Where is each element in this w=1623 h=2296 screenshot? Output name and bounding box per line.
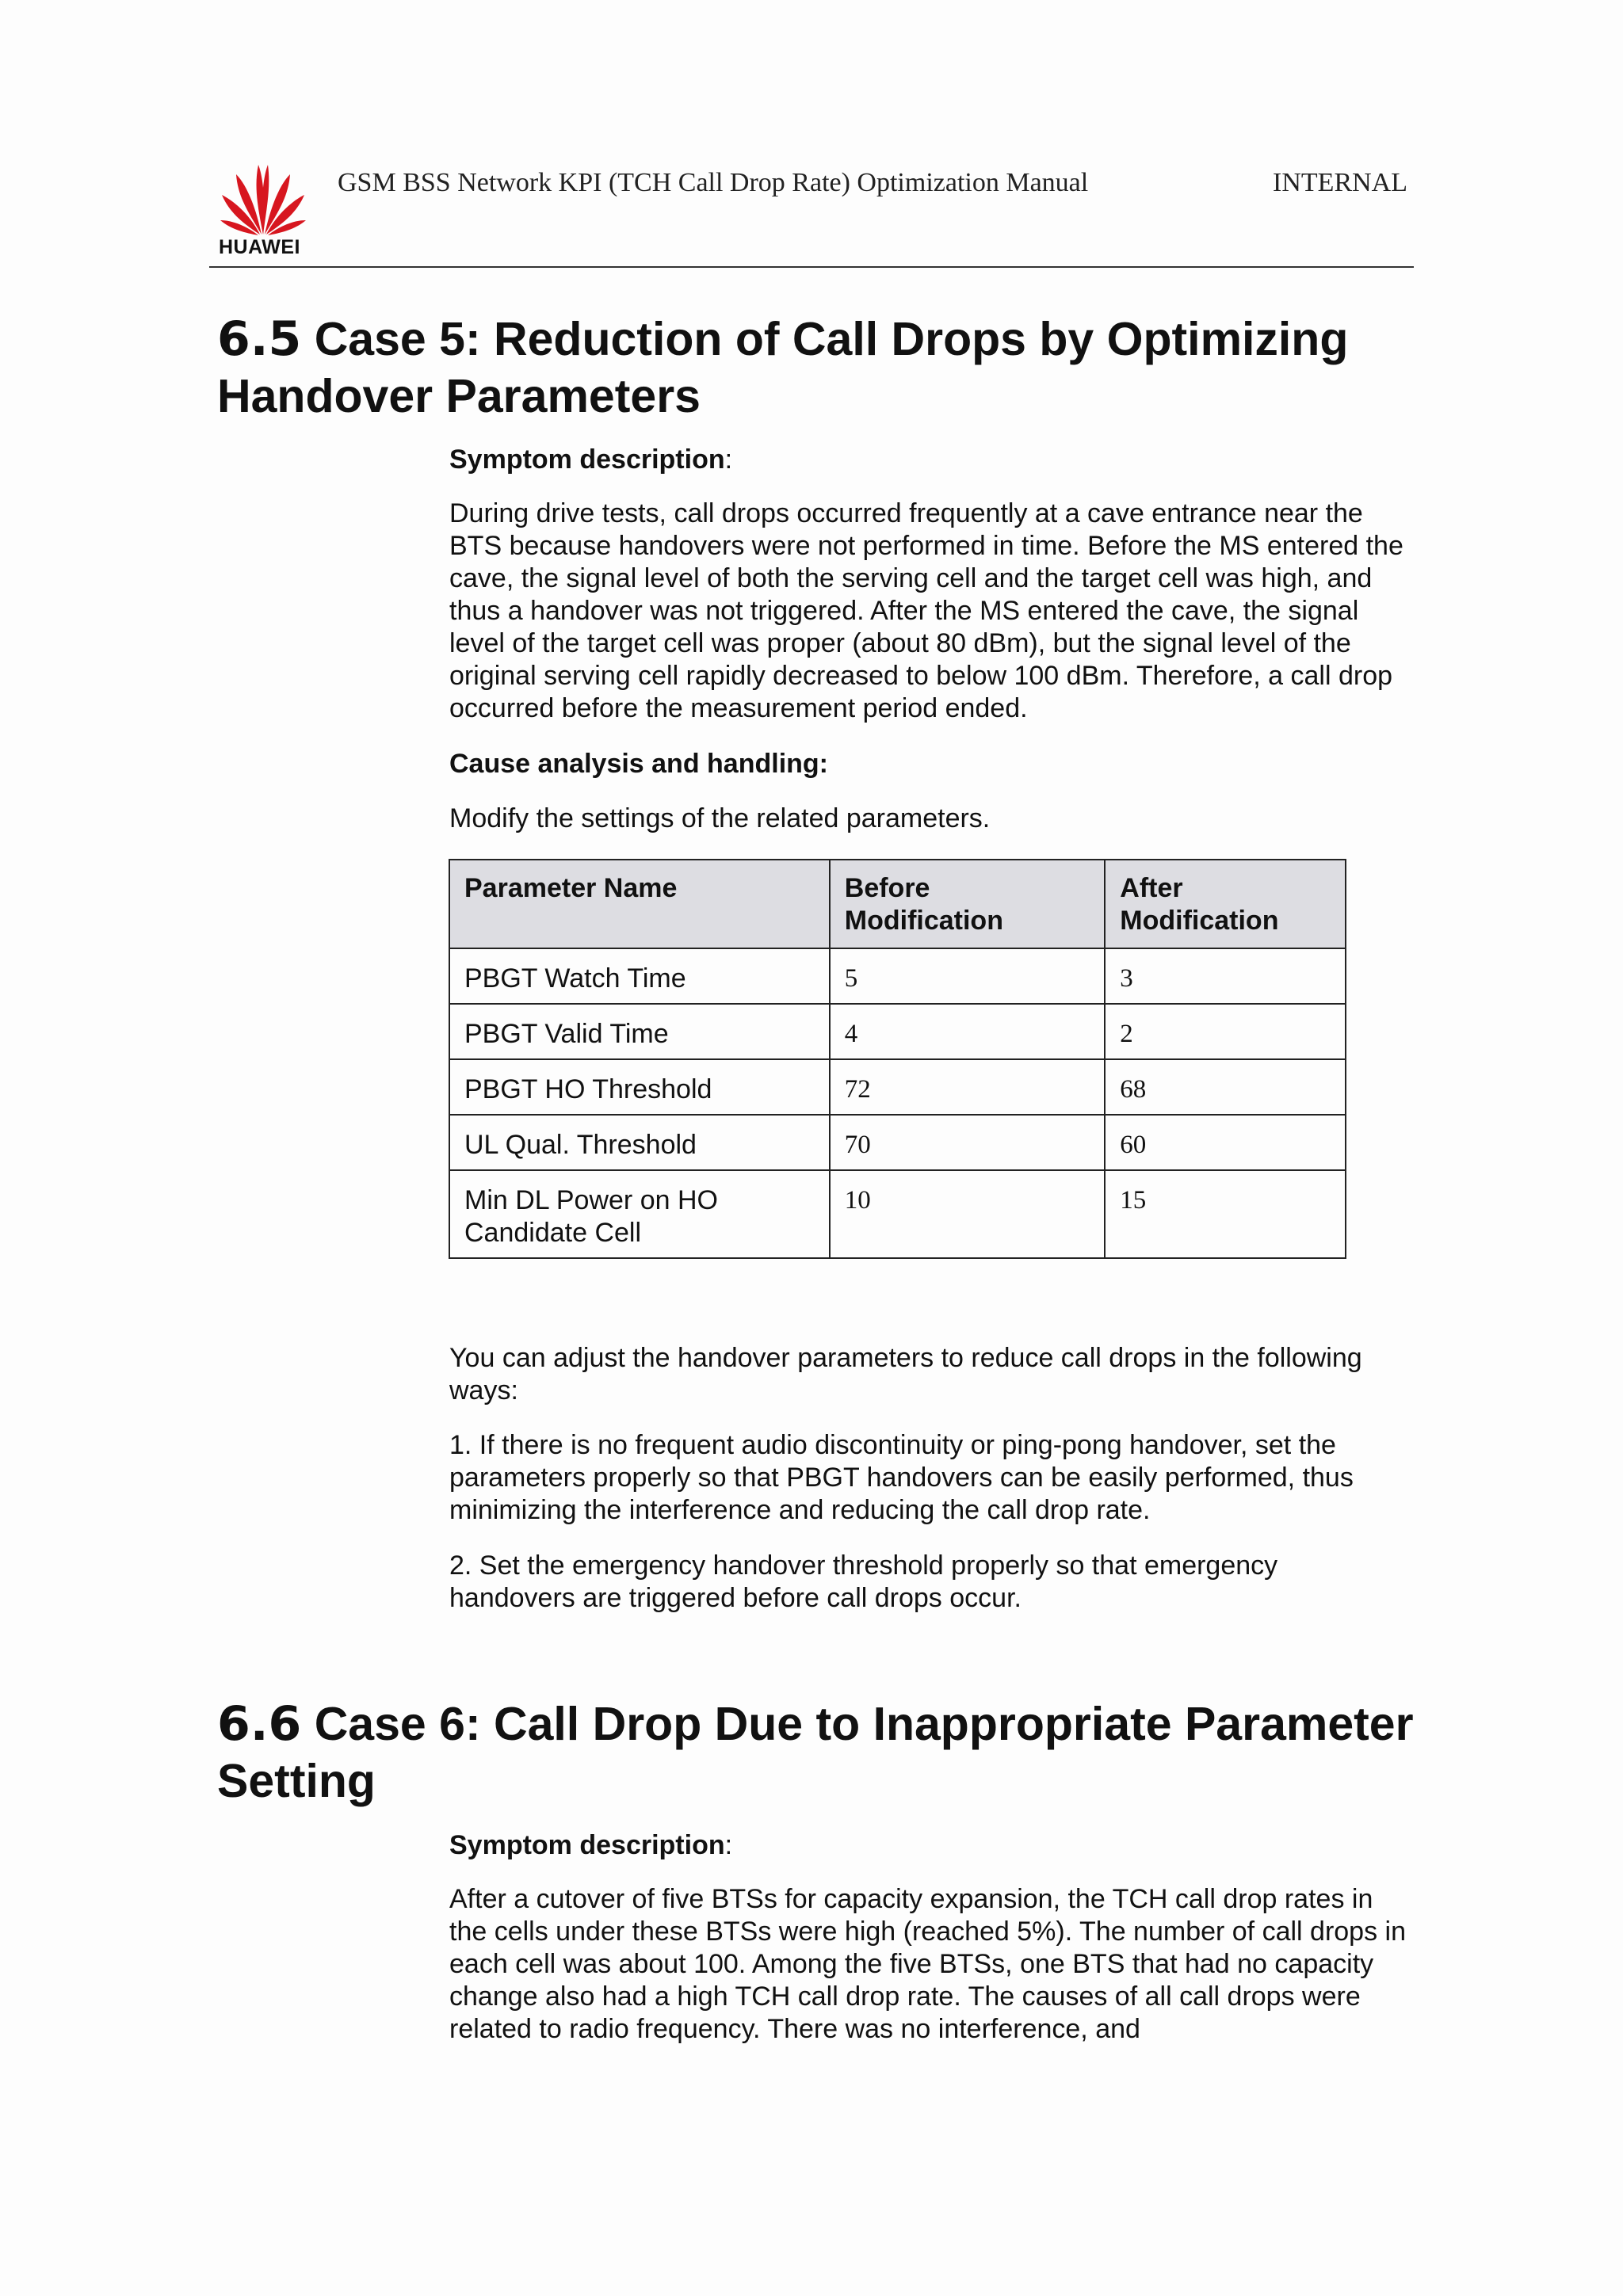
cause-text: Modify the settings of the related parameters.: [449, 803, 991, 833]
cause-paragraph: [449, 803, 1410, 835]
after-value: 60: [1105, 1115, 1346, 1170]
point-1-text: 1. If there is no frequent audio discontinuity or ping-pong handover, set the parameters properly so that PBGT handovers can be easily performed, thus minimizing the interference and reducing the call drop rate.: [449, 1430, 1354, 1525]
column-header-before: Before Modification: [830, 860, 1106, 948]
table-header-row: [449, 860, 1346, 948]
before-value: 5: [830, 948, 1106, 1004]
point-1-paragraph: [449, 1429, 1410, 1527]
after-value: 15: [1105, 1170, 1346, 1258]
after-value: 3: [1105, 948, 1346, 1004]
parameter-table: [449, 859, 1346, 1259]
before-value: 72: [830, 1059, 1106, 1115]
parameter-name: PBGT HO Threshold: [449, 1059, 830, 1115]
table-row: [449, 1170, 1346, 1258]
symptom-colon: :: [724, 1830, 733, 1860]
parameter-name: UL Qual. Threshold: [449, 1115, 830, 1170]
column-header-after: After Modification: [1105, 860, 1346, 948]
symptom-text: During drive tests, call drops occurred frequently at a cave entrance near the BTS because handovers were not performed in time. Before the MS entered the cave, the signal level of both the serving cell and the target cell was high, and thus a handover was not triggered. After the MS entered the cave, the signal level of the target cell was proper (about 80 dBm), but the signal level of the original serving cell rapidly decreased to below 100 dBm. Therefore, a call drop occurred before the measurement period ended.: [449, 498, 1403, 723]
after-value: 2: [1105, 1004, 1346, 1059]
section-heading-6-5: [217, 311, 1485, 425]
document-title: GSM BSS Network KPI (TCH Call Drop Rate) Optimization Manual: [338, 168, 1089, 197]
point-2-text: 2. Set the emergency handover threshold properly so that emergency handovers are triggered before call drops occur.: [449, 1550, 1278, 1613]
adjust-intro-text: You can adjust the handover parameters to reduce call drops in the following ways:: [449, 1343, 1362, 1405]
symptom-colon: :: [724, 444, 733, 475]
column-header-parameter: Parameter Name: [449, 860, 830, 948]
section-number: 6.6: [217, 1696, 302, 1752]
symptom-label: Symptom description: [449, 1830, 725, 1860]
symptom-label-line: [449, 444, 1410, 476]
symptom-text: After a cutover of five BTSs for capacity expansion, the TCH call drop rates in the cells under these BTSs were high (reached 5%). The number of call drops in each cell was about 100. Among the five BTSs, one BTS that had no capacity change also had a high TCH call drop rate. The causes of all call drops were related to radio frequency. There was no interference, and: [449, 1884, 1406, 2044]
huawei-petal-icon: [219, 163, 307, 236]
point-2-paragraph: [449, 1550, 1410, 1615]
symptom-paragraph-6-6: [449, 1883, 1410, 2046]
adjust-intro-paragraph: [449, 1342, 1410, 1407]
parameter-name: Min DL Power on HO Candidate Cell: [449, 1170, 830, 1258]
before-value: 70: [830, 1115, 1106, 1170]
header-divider: [209, 266, 1414, 268]
table-row: [449, 948, 1346, 1004]
symptom-label-line-6-6: [449, 1829, 1410, 1862]
page-header: [209, 163, 1414, 268]
table-row: [449, 1004, 1346, 1059]
huawei-logo: [216, 163, 311, 260]
cause-label: Cause analysis and handling:: [449, 749, 829, 779]
section-number: 6.5: [217, 311, 302, 367]
symptom-label: Symptom description: [449, 444, 725, 475]
table-row: [449, 1059, 1346, 1115]
classification-label: INTERNAL: [1273, 168, 1407, 197]
before-value: 10: [830, 1170, 1106, 1258]
before-value: 4: [830, 1004, 1106, 1059]
symptom-paragraph: [449, 498, 1410, 725]
section-title: Case 5: Reduction of Call Drops by Optimizing Handover Parameters: [217, 313, 1349, 422]
parameter-name: PBGT Valid Time: [449, 1004, 830, 1059]
section-heading-6-6: [217, 1695, 1485, 1810]
table-row: [449, 1115, 1346, 1170]
logo-wordmark: HUAWEI: [219, 236, 300, 258]
section-title: Case 6: Call Drop Due to Inappropriate Parameter Setting: [217, 1698, 1414, 1807]
parameter-name: PBGT Watch Time: [449, 948, 830, 1004]
after-value: 68: [1105, 1059, 1346, 1115]
cause-label-line: [449, 748, 1410, 780]
